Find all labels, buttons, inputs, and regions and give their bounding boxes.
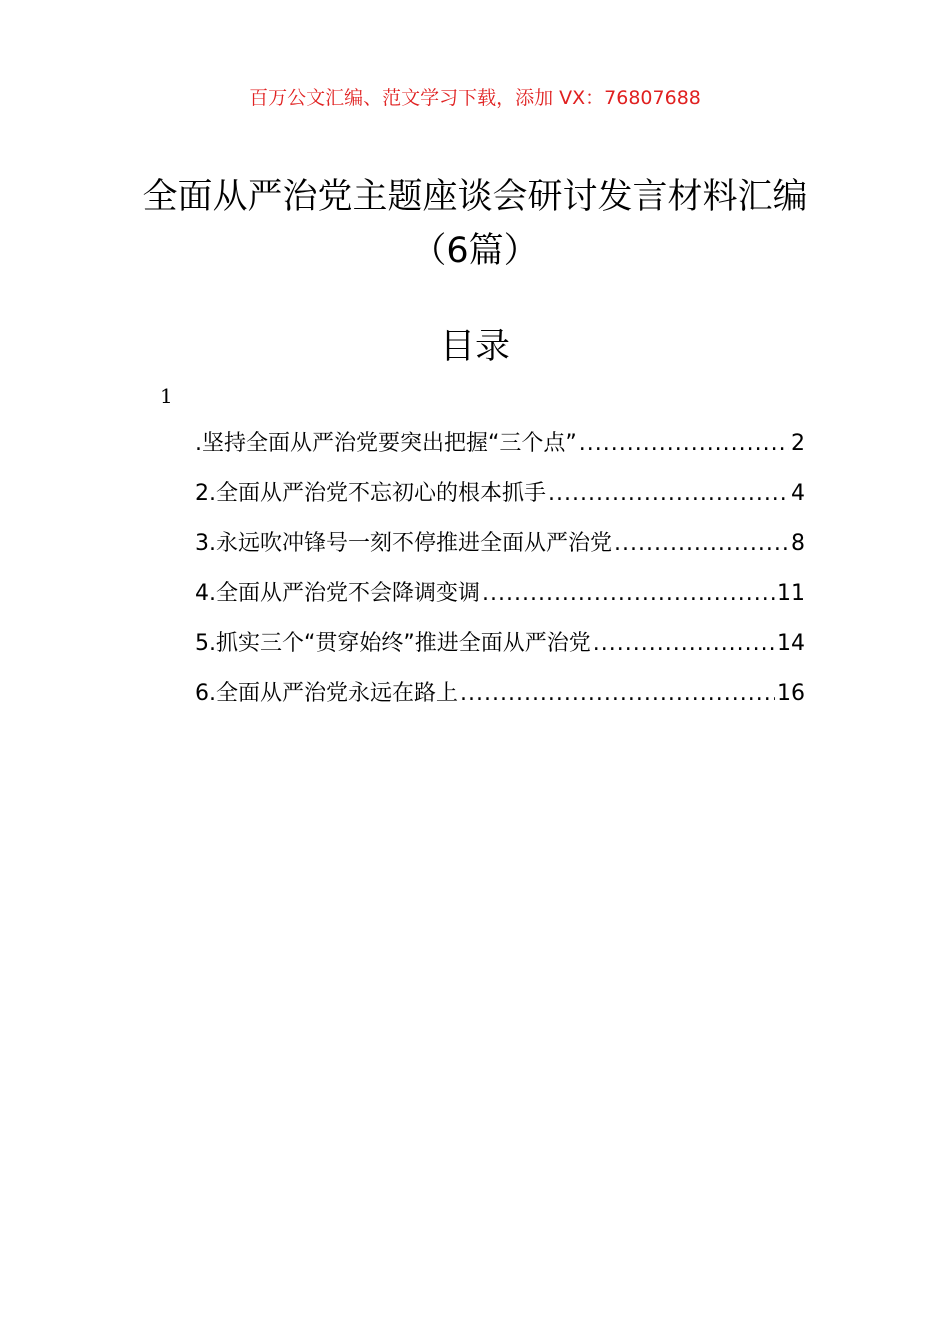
toc-entry-label: 2.全面从严治党不忘初心的根本抓手 xyxy=(195,481,546,506)
toc-entry-label: .坚持全面从严治党要突出把握“三个点” xyxy=(195,431,577,456)
toc-entry-4[interactable] xyxy=(195,572,805,622)
toc-entry-3[interactable] xyxy=(195,522,805,572)
toc-dot-leader xyxy=(548,472,789,516)
toc-page-number: 14 xyxy=(777,631,805,656)
document-title: 全面从严治党主题座谈会研讨发言材料汇编（6篇） xyxy=(142,177,808,271)
toc-dot-leader xyxy=(614,522,789,566)
toc-page-number: 2 xyxy=(791,431,805,456)
toc-page-number: 11 xyxy=(777,581,805,606)
toc-entry-5[interactable] xyxy=(195,622,805,672)
toc-page-number: 8 xyxy=(791,531,805,556)
toc-dot-leader xyxy=(593,622,775,666)
toc-entry-2[interactable] xyxy=(195,472,805,522)
toc-dot-leader xyxy=(482,572,775,616)
table-of-contents xyxy=(195,422,805,722)
toc-page-number: 4 xyxy=(791,481,805,506)
download-notice: 百万公文汇编、范文学习下载，添加 VX：76807688 xyxy=(249,87,701,109)
toc-dot-leader xyxy=(460,672,775,716)
toc-entry-label: 5.抓实三个“贯穿始终”推进全面从严治党 xyxy=(195,631,591,656)
toc-entry-label: 3.永远吹冲锋号一刻不停推进全面从严治党 xyxy=(195,531,612,556)
toc-stray-number: 1 xyxy=(160,384,173,408)
toc-heading: 目录 xyxy=(439,327,510,367)
toc-entry-6[interactable] xyxy=(195,672,805,722)
toc-dot-leader xyxy=(579,422,789,466)
toc-entry-label: 6.全面从严治党永远在路上 xyxy=(195,681,458,706)
toc-entry-1[interactable] xyxy=(195,422,805,472)
toc-page-number: 16 xyxy=(777,681,805,706)
toc-entry-label: 4.全面从严治党不会降调变调 xyxy=(195,581,480,606)
